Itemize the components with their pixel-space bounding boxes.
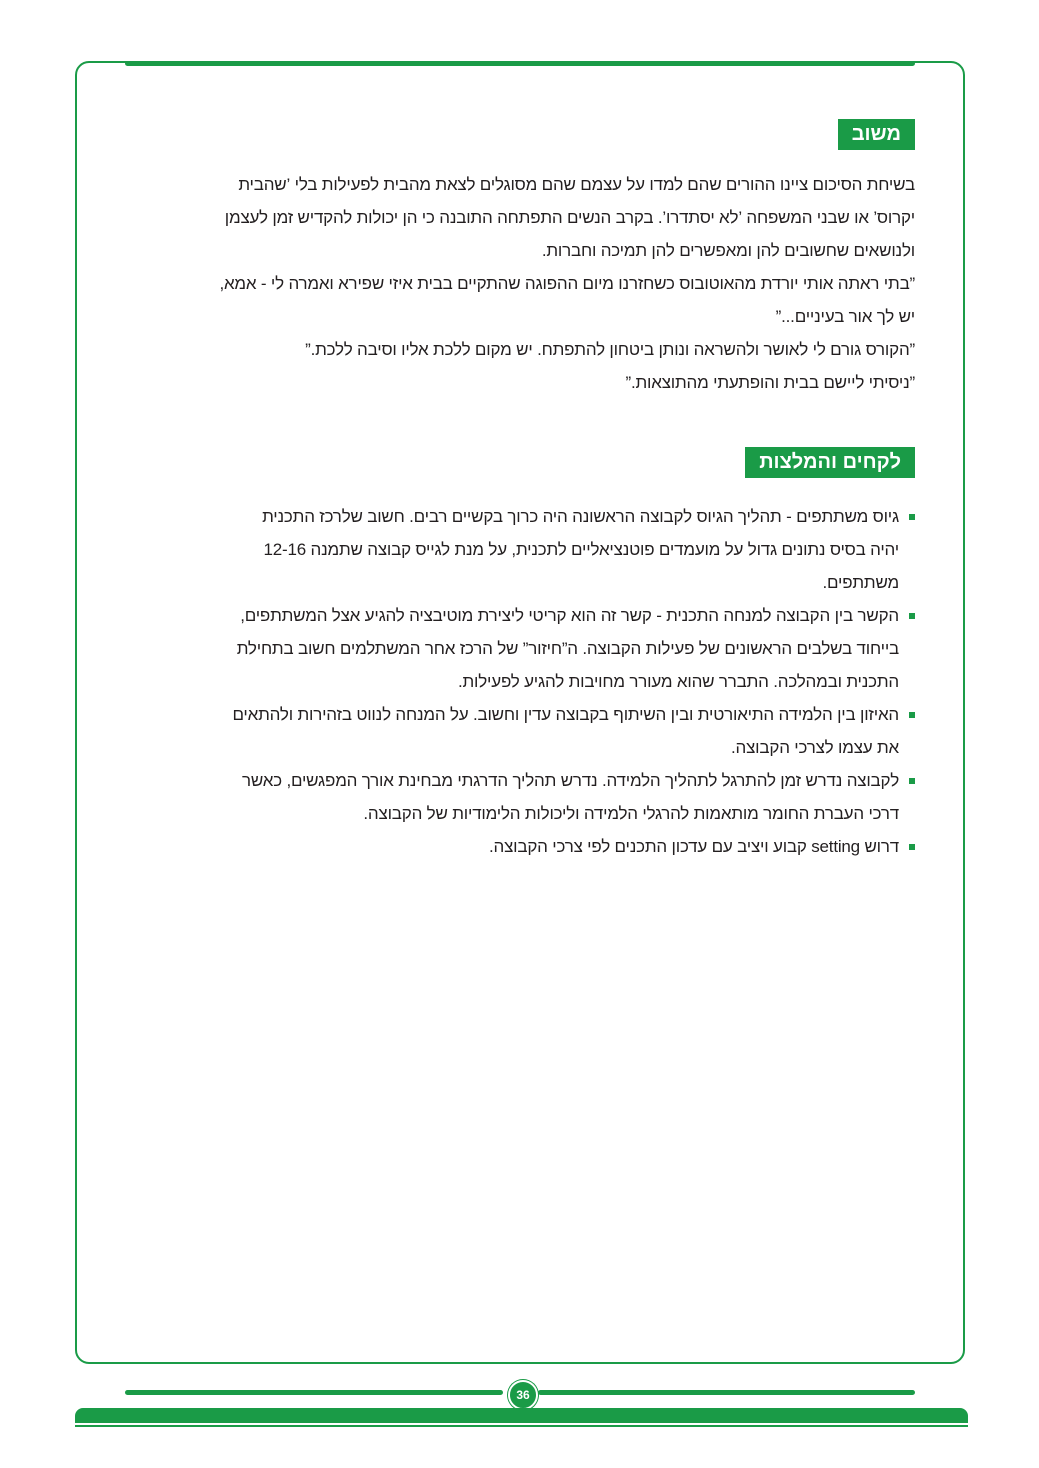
footer-line — [75, 1425, 968, 1427]
feedback-quote: ”ניסיתי ליישם בבית והופתעתי מהתוצאות.” — [625, 373, 915, 392]
list-item — [120, 764, 915, 830]
lessons-heading — [745, 447, 915, 478]
list-item-line: יהיה בסיס נתונים גדול על מועמדים פוטנציאליים לתכנית, על מנת לגייס קבוצה שתמנה 12-16 — [263, 540, 899, 559]
lessons-heading-text: לקחים והמלצות — [759, 451, 901, 473]
list-item-line: לקבוצה נדרש זמן להתרגל לתהליך הלמידה. נדרש תהליך הדרגתי מבחינת אורך המפגשים, כאשר — [241, 771, 899, 790]
list-item-line: האיזון בין הלמידה התיאורטית ובין השיתוף בקבוצה עדין וחשוב. על המנחה לנווט בזהירות ולהתאים — [232, 705, 899, 724]
feedback-heading-text: משוב — [851, 123, 901, 145]
list-item-line: משתתפים. — [822, 573, 899, 592]
bullet-icon — [909, 712, 915, 718]
list-item-line: הקשר בין הקבוצה למנחה התכנית - קשר זה הוא קריטי ליצירת מוטיבציה להגיע אצל המשתתפים, — [240, 606, 899, 625]
page-number: 36 — [508, 1380, 538, 1410]
feedback-line: ”בתי ראתה אותי יורדת מהאוטובוס כשחזרנו מיום ההפוגה שהתקיים בבית איזי שפירא ואמרה לי - אמא, — [219, 274, 915, 293]
feedback-line: יש לך אור בעיניים...” — [775, 307, 915, 326]
bullet-icon — [909, 514, 915, 520]
bullet-icon — [909, 778, 915, 784]
list-item-line: דרוש setting קבוע ויציב עם עדכון התכנים לפי צרכי הקבוצה. — [488, 837, 899, 856]
footer-rule-right — [538, 1390, 915, 1395]
list-item — [120, 698, 915, 764]
feedback-line: ולנושאים שחשובים להן ומאפשרים להן תמיכה וחברות. — [541, 241, 915, 260]
lessons-list — [120, 500, 915, 863]
list-item-line: דרכי העברת החומר מותאמות להרגלי הלמידה וליכולות הלימודיות של הקבוצה. — [363, 804, 899, 823]
list-item — [120, 830, 915, 863]
list-item — [120, 500, 915, 599]
list-item-line: בייחוד בשלבים הראשונים של פעילות הקבוצה. ה”חיזור” של הרכז אחר המשתלמים חשוב בתחילת — [236, 639, 899, 658]
bullet-icon — [909, 613, 915, 619]
list-item-line: גיוס משתתפים - תהליך הגיוס לקבוצה הראשונה היה כרוך בקשיים רבים. חשוב שלרכז התכנית — [262, 507, 899, 526]
feedback-line: יקרוס’ או שבני המשפחה ’לא יסתדרו’. בקרב הנשים התפתחה התובנה כי הן יכולות להקדיש זמן לעצמן — [224, 208, 915, 227]
list-item-line: התכנית ובמהלכה. התברר שהוא מעורר מחויבות להגיע לפעילות. — [457, 672, 899, 691]
footer-rule-left — [125, 1390, 503, 1395]
feedback-quote: ”הקורס גורם לי לאושר ולהשראה ונותן ביטחון להתפתח. יש מקום ללכת אליו וסיבה ללכת.” — [305, 340, 915, 359]
footer-bar — [75, 1408, 968, 1423]
feedback-body — [120, 168, 915, 399]
list-item — [120, 599, 915, 698]
bullet-icon — [909, 844, 915, 850]
feedback-heading — [838, 119, 915, 150]
list-item-line: את עצמו לצרכי הקבוצה. — [731, 738, 899, 757]
feedback-line: בשיחת הסיכום ציינו ההורים שהם למדו על עצמם שהם מסוגלים לצאת מהבית לפעילות בלי ’שהבית — [238, 175, 915, 194]
top-rule — [125, 61, 915, 66]
